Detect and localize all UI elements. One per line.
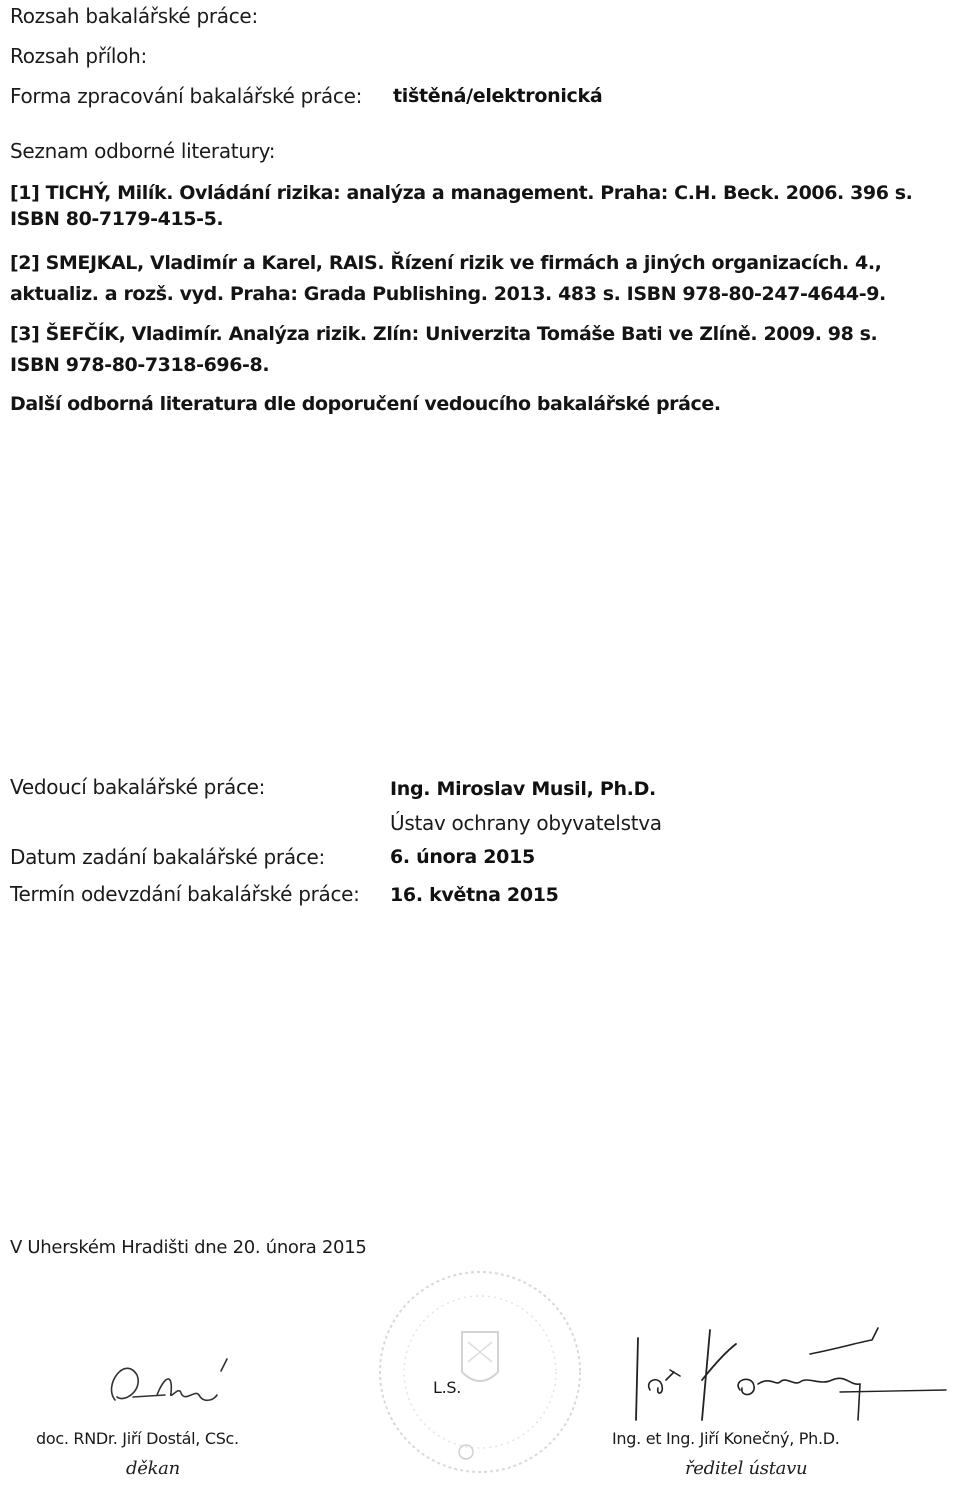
seal-label: L.S. [433, 1378, 462, 1397]
reference-1-line-1: [1] TICHÝ, Milík. Ovládání rizika: analýza a management. Praha: C.H. Beck. 2006. 396 s. [10, 182, 913, 204]
reference-2-line-2: aktualiz. a rozš. vyd. Praha: Grada Publishing. 2013. 483 s. ISBN 978-80-247-4644-9. [10, 283, 886, 305]
form-label: Forma zpracování bakalářské práce: [10, 84, 363, 108]
reference-1-line-2: ISBN 80-7179-415-5. [10, 208, 224, 230]
supervisor-name: Ing. Miroslav Musil, Ph.D. [390, 778, 656, 800]
director-name: Ing. et Ing. Jiří Konečný, Ph.D. [612, 1429, 840, 1448]
director-role: ředitel ústavu [685, 1458, 808, 1479]
date-value: 6. února 2015 [390, 846, 535, 868]
dean-signature [95, 1345, 245, 1415]
director-signature [610, 1320, 950, 1430]
scope-label: Rozsah bakalářské práce: [10, 4, 258, 28]
dean-name: doc. RNDr. Jiří Dostál, CSc. [36, 1429, 239, 1448]
deadline-value: 16. května 2015 [390, 884, 559, 906]
form-value: tištěná/elektronická [393, 85, 603, 107]
supervisor-label: Vedoucí bakalářské práce: [10, 775, 266, 799]
deadline-label: Termín odevzdání bakalářské práce: [10, 882, 360, 906]
official-seal [370, 1262, 590, 1482]
place-and-date: V Uherském Hradišti dne 20. února 2015 [10, 1237, 367, 1258]
reference-3-line-1: [3] ŠEFČÍK, Vladimír. Analýza rizik. Zlín: Univerzita Tomáše Bati ve Zlíně. 2009. 98 s. [10, 323, 878, 345]
appendix-label: Rozsah příloh: [10, 44, 147, 68]
reference-3-line-2: ISBN 978-80-7318-696-8. [10, 354, 270, 376]
supervisor-department: Ústav ochrany obyvatelstva [390, 811, 662, 835]
dean-role: děkan [126, 1458, 180, 1479]
literature-heading: Seznam odborné literatury: [10, 139, 276, 163]
reference-2-line-1: [2] SMEJKAL, Vladimír a Karel, RAIS. Řízení rizik ve firmách a jiných organizacích. 4., [10, 252, 882, 274]
literature-note: Další odborná literatura dle doporučení vedoucího bakalářské práce. [10, 393, 721, 415]
date-label: Datum zadání bakalářské práce: [10, 845, 325, 869]
